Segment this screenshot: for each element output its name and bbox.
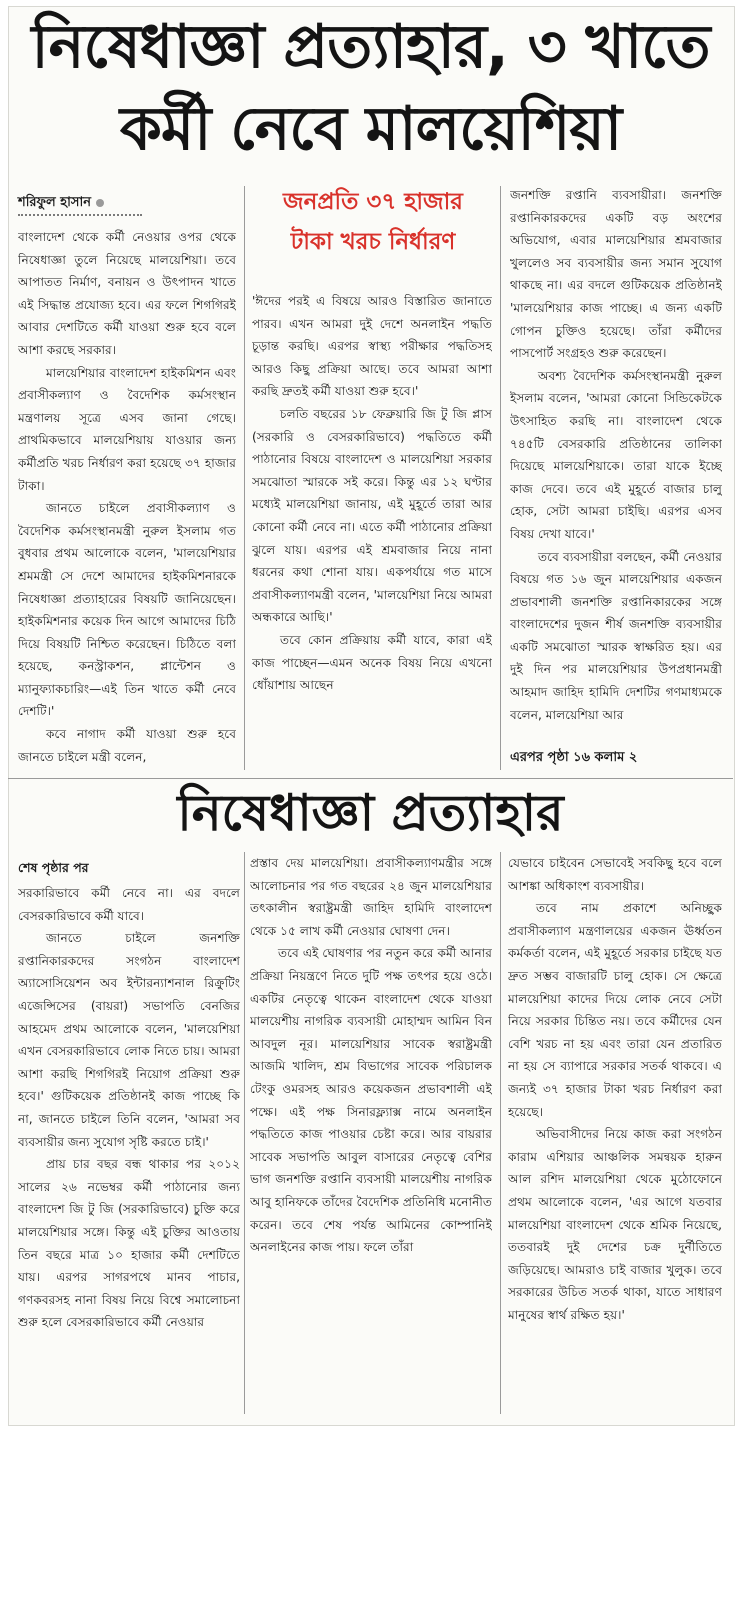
- jump-column-1: [18, 882, 240, 1412]
- front-column-1: [18, 226, 236, 766]
- jump-col2-paragraph: তবে এই ঘোষণার পর নতুন করে কর্মী আনার প্রক্রিয়া নিয়ন্ত্রণে নিতে দুটি পক্ষ তৎপর হয়ে ওঠে। একটির নেতৃত্বে থাকেন বাংলাদেশ থেকে যাওয়া মালয়েশীয় নাগরিক ব্যবসায়ী মোহাম্মদ আমিন বিন আবদুল নূর। মালয়েশিয়ার সাবেক স্বরাষ্ট্রমন্ত্রী আজমি খালিদ, শ্রম বিভাগের সাবেক পরিচালক টেংকু ওমরসহ আরও কয়েকজন প্রভাবশালী এই পক্ষে। এই পক্ষ সিনারফ্ল্যাক্স নামে অনলাইন পদ্ধতিতে কাজ পাওয়ার চেষ্টা করে। আর বায়রার সাবেক সভাপতি আবুল বাসারের নেতৃত্বে বেশির ভাগ জনশক্তি রপ্তানি ব্যবসায়ী মালয়েশীয় নাগরিক আবু হানিফকে তাঁদের বৈদেশিক প্রতিনিধি মনোনীত করেন। তবে শেষ পর্যন্ত আমিনের কোম্পানিই অনলাইনের কাজ পায়। ফলে তাঁরা: [250, 946, 492, 1255]
- column-divider: [500, 186, 501, 770]
- front-column-3: [510, 184, 722, 740]
- byline-dotted-rule: [18, 214, 142, 216]
- column-divider: [244, 852, 245, 1414]
- subheadline: [248, 182, 498, 278]
- front-col3-paragraph: জনশক্তি রপ্তানি ব্যবসায়ীরা। জনশক্তি রপ্তানিকারকদের একটি বড় অংশের অভিযোগ, এবার মালয়েশিয়ার শ্রমবাজার খুললেও সব ব্যবসায়ীর জন্য সমান সুযোগ থাকছে না। এর বদলে গুটিকয়েক প্রতিষ্ঠানই 'মালয়েশিয়ার কাজ পাচ্ছে। এ জন্য একটি গোপন চুক্তিও হয়েছে। তাঁরা কর্মীদের পাসপোর্ট সংগ্রহও শুরু করেছেন।: [510, 188, 722, 361]
- headline-line-2: কর্মী নেবে মালয়েশিয়া: [119, 94, 622, 164]
- front-col1-paragraph: জানতে চাইলে প্রবাসীকল্যাণ ও বৈদেশিক কর্মসংস্থানমন্ত্রী নুরুল ইসলাম গত বুধবার প্রথম আলোকে বলেন, 'মালয়েশিয়ার শ্রমমন্ত্রী সে দেশে আমাদের হাইকমিশনারকে নিষেধাজ্ঞা প্রত্যাহারের বিষয়টি জানিয়েছেন। হাইকমিশনার কয়েক দিন আগে আমাদের চিঠি দিয়ে বিষয়টি নিশ্চিত করেছেন। চিঠিতে বলা হয়েছে, কনস্ট্রাকশন, প্লান্টেশন ও ম্যানুফ্যাকচারিং—এই তিন খাতে কর্মী নেবে দেশটি।': [18, 501, 236, 719]
- front-col1-paragraph: কবে নাগাদ কর্মী যাওয়া শুরু হবে জানতে চাইলে মন্ত্রী বলেন,: [18, 727, 236, 764]
- continued-on-page-note: এরপর পৃষ্ঠা ১৬ কলাম ২: [510, 750, 638, 765]
- subheadline-line-1: জনপ্রতি ৩৭ হাজার: [283, 189, 463, 215]
- front-col2-paragraph: 'ঈদের পরই এ বিষয়ে আরও বিস্তারিত জানাতে পারব। এখন আমরা দুই দেশে অনলাইন পদ্ধতি চূড়ান্ত করছি। এরপর স্বাস্থ্য পরীক্ষার পদ্ধতিসহ আরও কিছু প্রক্রিয়া আছে। তবে আমরা আশা করছি দ্রুতই কর্মী যাওয়া শুরু হবে।': [252, 294, 492, 399]
- front-col3-paragraph: অবশ্য বৈদেশিক কর্মসংস্থানমন্ত্রী নুরুল ইসলাম বলেন, 'আমরা কোনো সিন্ডিকেটকে উৎসাহিত করছি না। বাংলাদেশ থেকে ৭৪৫টি বেসরকারি প্রতিষ্ঠানের তালিকা দিয়েছে মালয়েশিয়াকে। তারা যাকে ইচ্ছে কাজ দেবে। তবে এই মুহূর্তে বাজার চালু হোক, সেটা আমরা চাইছি। এরপর এসব বিষয় দেখা যাবে।': [510, 368, 722, 541]
- section-divider: [8, 778, 733, 779]
- column-divider: [500, 852, 501, 1414]
- jump-col3-paragraph: যেভাবে চাইবেন সেভাবেই সবকিছু হবে বলে আশঙ্কা অধিকাংশ ব্যবসায়ীর।: [508, 856, 722, 893]
- byline: [18, 193, 104, 214]
- headline-line-1: নিষেধাজ্ঞা প্রত্যাহার, ৩ খাতে: [31, 12, 710, 82]
- subheadline-line-2: টাকা খরচ নির্ধারণ: [290, 229, 456, 255]
- front-col1-paragraph: বাংলাদেশ থেকে কর্মী নেওয়ার ওপর থেকে নিষেধাজ্ঞা তুলে নিয়েছে মালয়েশিয়া। তবে আপাতত নির্মাণ, বনায়ন ও উৎপাদন খাতে এই সিদ্ধান্ত প্রযোজ্য হবে। এর ফলে শিগগিরই আবার দেশটিতে কর্মী যাওয়া শুরু হবে বলে আশা করছে সরকার।: [18, 230, 236, 357]
- front-col2-paragraph: তবে কোন প্রক্রিয়ায় কর্মী যাবে, কারা এই কাজ পাচ্ছেন—এমন অনেক বিষয় নিয়ে এখনো ধোঁয়াশায় আছেন: [252, 632, 492, 693]
- jump-col1-paragraph: প্রায় চার বছর বন্ধ থাকার পর ২০১২ সালের ২৬ নভেম্বর কর্মী পাঠানোর জন্য বাংলাদেশ জি টু জি (সরকারিভাবে) চুক্তি করে মালয়েশিয়ার সঙ্গে। কিন্তু এই চুক্তির আওতায় তিন বছরে মাত্র ১০ হাজার কর্মী দেশটিতে যায়। এরপর সাগরপথে মানব পাচার, গণকবরসহ নানা বিষয় নিয়ে বিশ্বে সমালোচনা শুরু হলে বেসরকারিভাবে কর্মী নেওয়ার: [18, 1157, 240, 1330]
- jump-col3-paragraph: অভিবাসীদের নিয়ে কাজ করা সংগঠন কারাম এশিয়ার আঞ্চলিক সমন্বয়ক হারুন আল রশিদ মালয়েশিয়া থেকে মুঠোফোনে প্রথম আলোকে বলেন, 'এর আগে যতবার মালয়েশিয়া বাংলাদেশ থেকে শ্রমিক নিয়েছে, ততবারই দুই দেশের চক্র দুর্নীতিতে জড়িয়েছে। আমরাও চাই বাজার খুলুক। তবে সরকারের উচিত সতর্ক থাকা, যাতে সাধারণ মানুষের স্বার্থ রক্ষিত হয়।': [508, 1127, 722, 1322]
- byline-bullet-icon: [96, 199, 104, 207]
- jump-col3-paragraph: তবে নাম প্রকাশে অনিচ্ছুক প্রবাসীকল্যাণ মন্ত্রণালয়ের একজন ঊর্ধ্বতন কর্মকর্তা বলেন, এই মুহূর্তে সরকার চাইছে যত দ্রুত সম্ভব বাজারটি চালু হোক। সে ক্ষেত্রে মালয়েশিয়া কাদের দিয়ে লোক নেবে সেটা নিয়ে সরকার চিন্তিত নয়। তবে কর্মীদের যেন বেশি খরচ না হয় এবং তারা যেন প্রতারিত না হয় সে ব্যাপারে সরকার সতর্ক থাকবে। এ জন্যই ৩৭ হাজার টাকা খরচ নির্ধারণ করা হয়েছে।: [508, 901, 722, 1119]
- front-col1-paragraph: মালয়েশিয়ার বাংলাদেশ হাইকমিশন এবং প্রবাসীকল্যাণ ও বৈদেশিক কর্মসংস্থান মন্ত্রণালয় সূত্রে এসব জানা গেছে। প্রাথমিকভাবে মালয়েশিয়ায় যাওয়ার জন্য কর্মীপ্রতি খরচ নির্ধারণ করা হয়েছে ৩৭ হাজার টাকা।: [18, 365, 236, 493]
- jump-column-2: [250, 852, 492, 1412]
- jump-col1-paragraph: জানতে চাইলে জনশক্তি রপ্তানিকারকদের সংগঠন বাংলাদেশ অ্যাসোসিয়েশন অব ইন্টারন্যাশনাল রিক্রুটিং এজেন্সিসের (বায়রা) সভাপতি বেনজির আহমেদ প্রথম আলোকে বলেন, 'মালয়েশিয়া এখন বেসরকারিভাবে লোক নিতে চায়। আমরা আশা করছি শিগগিরই নিয়োগ প্রক্রিয়া শুরু হবে।' গুটিকয়েক প্রতিষ্ঠানই কাজ পাচ্ছে কি না, জানতে চাইলে তিনি বলেন, 'আমরা সব ব্যবসায়ীর জন্য সুযোগ সৃষ্টি করতে চাই।': [18, 931, 240, 1149]
- front-col2-paragraph: চলতি বছরের ১৮ ফেব্রুয়ারি জি টু জি প্লাস (সরকারি ও বেসরকারিভাবে) পদ্ধতিতে কর্মী পাঠানোর বিষয়ে বাংলাদেশ ও মালয়েশিয়া সরকার সমঝোতা স্মারকে সই করে। কিন্তু এর ১২ ঘণ্টার মধ্যেই মালয়েশিয়া জানায়, এই মুহূর্তে তারা আর কোনো কর্মী নেবে না। এতে কর্মী পাঠানোর প্রক্রিয়া ঝুলে যায়। এরপর এই শ্রমবাজার নিয়ে নানা ধরনের কথা শোনা যায়। একপর্যায়ে গত মাসে প্রবাসীকল্যাণমন্ত্রী বলেন, 'মালয়েশিয়া নিয়ে আমরা অন্ধকারে আছি।': [252, 406, 492, 625]
- continued-from-page-note: শেষ পৃষ্ঠার পর: [18, 860, 89, 875]
- jump-col1-paragraph: সরকারিভাবে কর্মী নেবে না। এর বদলে বেসরকারিভাবে কর্মী যাবে।: [18, 886, 240, 923]
- column-divider: [244, 186, 245, 770]
- jump-col2-paragraph: প্রস্তাব দেয় মালয়েশিয়া। প্রবাসীকল্যাণমন্ত্রীর সঙ্গে আলোচনার পর গত বছরের ২৪ জুন মালয়েশিয়ার তৎকালীন স্বরাষ্ট্রমন্ত্রী জাহিদ হামিদি বাংলাদেশ থেকে ১৫ লাখ কর্মী নেওয়ার ঘোষণা দেন।: [250, 856, 492, 938]
- jump-headline: নিষেধাজ্ঞা প্রত্যাহার: [177, 784, 564, 842]
- front-column-2: [252, 290, 492, 766]
- front-col3-paragraph: তবে ব্যবসায়ীরা বলছেন, কর্মী নেওয়ার বিষয়ে গত ১৬ জুন মালয়েশিয়ার একজন প্রভাবশালী জনশক্তি রপ্তানিকারকের সঙ্গে বাংলাদেশের দুজন শীর্ষ জনশক্তি ব্যবসায়ীর একটি সমঝোতা স্মারক স্বাক্ষরিত হয়। এর দুই দিন পর মালয়েশিয়ার উপপ্রধানমন্ত্রী আহমাদ জাহিদ হামিদি দেশটির গণমাধ্যমকে বলেন, মালয়েশিয়া আর: [510, 549, 722, 722]
- jump-column-3: [508, 852, 722, 1412]
- byline-author: শরিফুল হাসান: [18, 195, 91, 210]
